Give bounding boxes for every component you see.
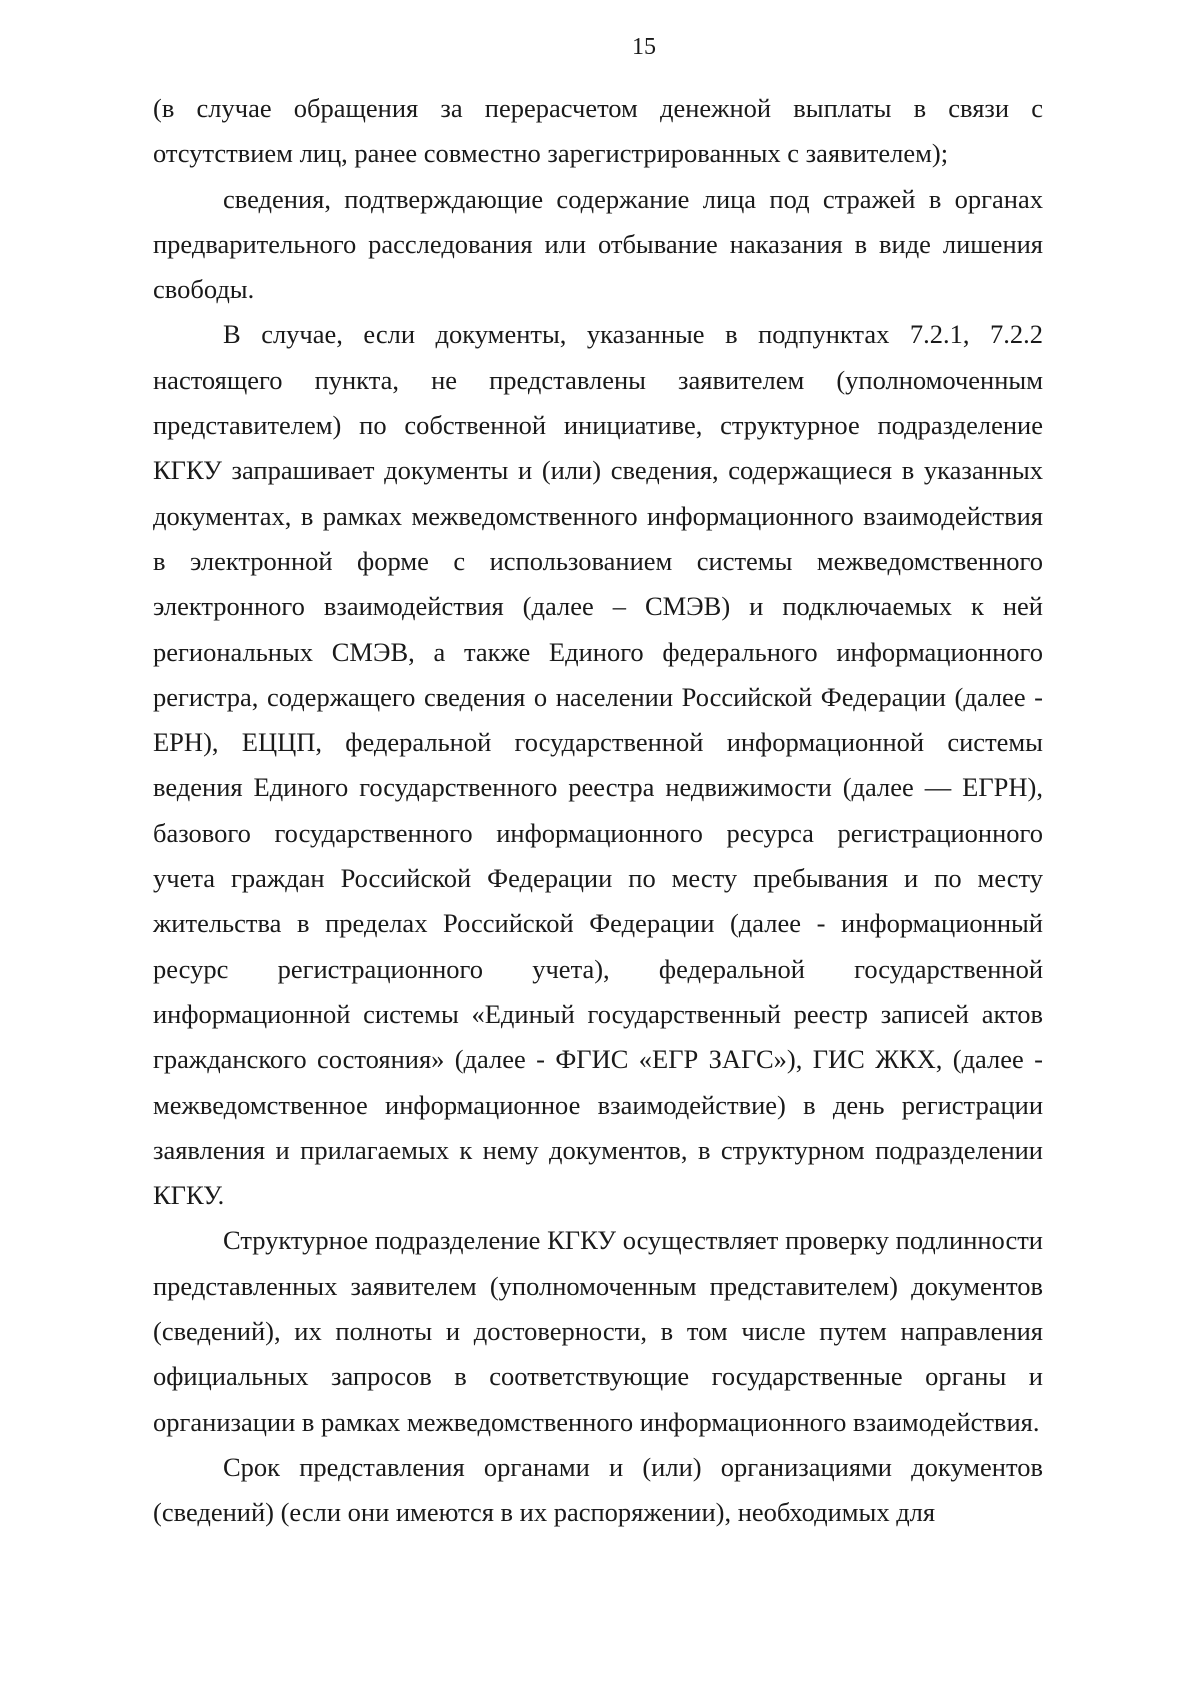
paragraph-submission-deadline: Срок представления органами и (или) организациями документов (сведений) (если они имеются в их распоряжении), необходимых для [153, 1451, 1043, 1528]
paragraph-continuation: (в случае обращения за перерасчетом денежной выплаты в связи с отсутствием лиц, ранее совместно зарегистрированных с заявителем); [153, 93, 1043, 169]
page-number: 15 [632, 34, 656, 60]
paragraph-detention-info: сведения, подтверждающие содержание лица под стражей в органах предварительного расследования или отбывание наказания в виде лишения свободы. [153, 183, 1043, 305]
paragraph-interagency-request: В случае, если документы, указанные в подпунктах 7.2.1, 7.2.2 настоящего пункта, не представлены заявителем (уполномоченным представителем) по собственной инициативе, структурное подразделение КГКУ запрашивает документы и (или) сведения, содержащиеся в указанных документах, в рамках межведомственного информационного взаимодействия в электронной форме с использованием системы межведомственного электронного взаимодействия (далее – СМЭВ) и подключаемых к ней региональных СМЭВ, а также Единого федерального информационного регистра, содержащего сведения о населении Российской Федерации (далее - ЕРН), ЕЦЦП, федеральной государственной информационной системы ведения Единого государственного реестра недвижимости (далее — ЕГРН), базового государственного информационного ресурса регистрационного учета граждан Российской Федерации по месту пребывания и по месту жительства в пределах Российской Федерации (далее - информационный ресурс регистрационного учета), федеральной государственной информационной системы «Единый государственный реестр записей актов гражданского состояния» (далее - ФГИС «ЕГР ЗАГС»), ГИС ЖКХ, (далее - межведомственное информационное взаимодействие) в день регистрации заявления и прилагаемых к нему документов, в структурном подразделении КГКУ. [153, 319, 1043, 1211]
document-body [153, 86, 1043, 1536]
paragraph-verification: Структурное подразделение КГКУ осуществляет проверку подлинности представленных заявителем (уполномоченным представителем) документов (сведений), их полноты и достоверности, в том числе путем направления официальных запросов в соответствующие государственные органы и организации в рамках межведомственного информационного взаимодействия. [153, 1225, 1043, 1437]
